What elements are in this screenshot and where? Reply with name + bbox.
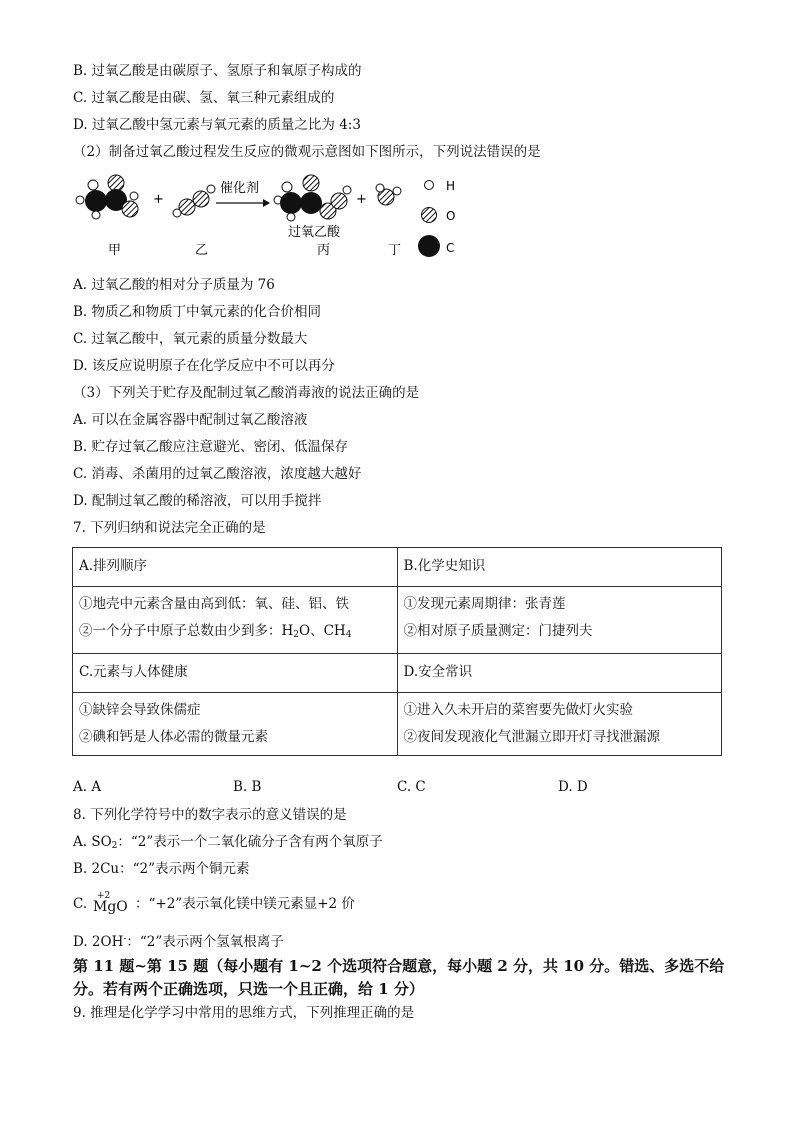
q7-stem: 7. 下列归纳和说法完全正确的是 — [73, 520, 266, 536]
table-cell-c-body — [73, 693, 398, 756]
molecule-ding — [376, 184, 401, 205]
molecule-jia — [76, 175, 138, 219]
q6-3-stem: （3）下列关于贮存及配制过氧乙酸消毒液的说法正确的是 — [73, 385, 420, 401]
valence-charge: +2 — [97, 891, 111, 901]
q7-option-c: C. C — [397, 779, 426, 795]
mgo-formula: MgO — [93, 899, 128, 915]
q6-3-option-c: C. 消毒、杀菌用的过氧乙酸溶液，浓度越大越好 — [73, 466, 362, 482]
table-cell-c-head: C.元素与人体健康 — [73, 654, 398, 693]
q6-3-option-d: D. 配制过氧乙酸的稀溶液，可以用手搅拌 — [73, 493, 322, 509]
product-name-label: 过氧乙酸 — [288, 225, 341, 240]
q6-2-option-a: A. 过氧乙酸的相对分子质量为 76 — [73, 277, 275, 293]
q6-2-option-b: B. 物质乙和物质丁中氧元素的化合价相同 — [73, 304, 322, 320]
q9-stem: 9. 推理是化学学习中常用的思维方式，下列推理正确的是 — [73, 1005, 415, 1021]
q6-1-option-c: C. 过氧乙酸是由碳、氢、氧三种元素组成的 — [73, 90, 335, 106]
table-cell-a-head: A.排列顺序 — [73, 548, 398, 587]
q8-option-d: D. 2OH-：“2”表示两个氢氧根离子 — [73, 934, 284, 950]
legend-c: C — [446, 241, 455, 255]
q7-option-a: A. A — [73, 779, 102, 795]
q6-3-option-b: B. 贮存过氧乙酸应注意避光、密闭、低温保存 — [73, 439, 349, 455]
reaction-diagram — [70, 170, 490, 265]
legend-h: H — [446, 179, 456, 193]
catalyst-label: 催化剂 — [220, 181, 260, 196]
table-b-item-2: ②相对原子质量测定：门捷列夫 — [403, 623, 593, 639]
table-b-item-1: ①发现元素周期律：张青莲 — [403, 596, 566, 612]
table-a-item-1: ①地壳中元素含量由高到低：氧、硅、铝、铁 — [79, 596, 349, 612]
table-cell-d-body — [397, 693, 722, 756]
arrow-head — [263, 199, 270, 207]
table-cell-b-head: B.化学史知识 — [397, 548, 722, 587]
table-c-item-1: ①缺锌会导致侏儒症 — [79, 702, 201, 718]
q6-1-option-d: D. 过氧乙酸中氢元素与氧元素的质量之比为 4:3 — [73, 117, 361, 133]
table-d-item-2: ②夜间发现液化气泄漏立即开灯寻找泄漏源 — [403, 729, 660, 745]
molecule-yi — [173, 185, 215, 217]
q7-option-d: D. D — [558, 779, 588, 795]
label-jia: 甲 — [108, 243, 122, 258]
label-yi: 乙 — [195, 243, 209, 258]
table-cell-a-body — [73, 587, 398, 654]
q8-stem: 8. 下列化学符号中的数字表示的意义错误的是 — [73, 807, 347, 823]
label-bing: 丙 — [317, 243, 331, 258]
q6-3-option-a: A. 可以在金属容器中配制过氧乙酸溶液 — [73, 412, 308, 428]
q6-2-option-c: C. 过氧乙酸中，氧元素的质量分数最大 — [73, 331, 308, 347]
table-c-item-2: ②碘和钙是人体必需的微量元素 — [79, 729, 268, 745]
q7-knowledge-table — [72, 547, 722, 756]
plus-sign-2: + — [356, 192, 367, 207]
q7-options — [73, 779, 733, 797]
legend-o: O — [446, 209, 456, 223]
atom-legend — [418, 179, 455, 257]
table-cell-d-head: D.安全常识 — [397, 654, 722, 693]
q6-2-stem: （2）制备过氧乙酸过程发生反应的微观示意图如下图所示，下列说法错误的是 — [73, 144, 541, 160]
table-cell-b-body — [397, 587, 722, 654]
q8-option-b: B. 2Cu：“2”表示两个铜元素 — [73, 861, 250, 877]
q6-2-option-d: D. 该反应说明原子在化学反应中不可以再分 — [73, 358, 335, 374]
label-ding: 丁 — [388, 243, 402, 258]
q8-option-a: A. $SO_2$：“2”表示一个二氧化硫分子含有两个氧原子 — [73, 834, 383, 851]
plus-sign-1: + — [153, 192, 164, 207]
section-note-line-1: 第 11 题~第 15 题（每小题有 1~2 个选项符合题意，每小题 2 分，共 10 分。错选、多选不给 — [73, 957, 725, 975]
section-note-line-2: 分。若有两个正确选项，只选一个且正确，给 1 分） — [73, 980, 424, 998]
q7-option-b: B. B — [233, 779, 262, 795]
q6-1-option-b: B. 过氧乙酸是由碳原子、氢原子和氧原子构成的 — [73, 63, 362, 79]
table-a-item-2: ②一个分子中原子总数由少到多：$H_2O$、$CH_4$ — [79, 623, 352, 640]
molecule-bing — [274, 175, 351, 221]
table-d-item-1: ①进入久未开启的菜窖要先做灯火实验 — [403, 702, 633, 718]
